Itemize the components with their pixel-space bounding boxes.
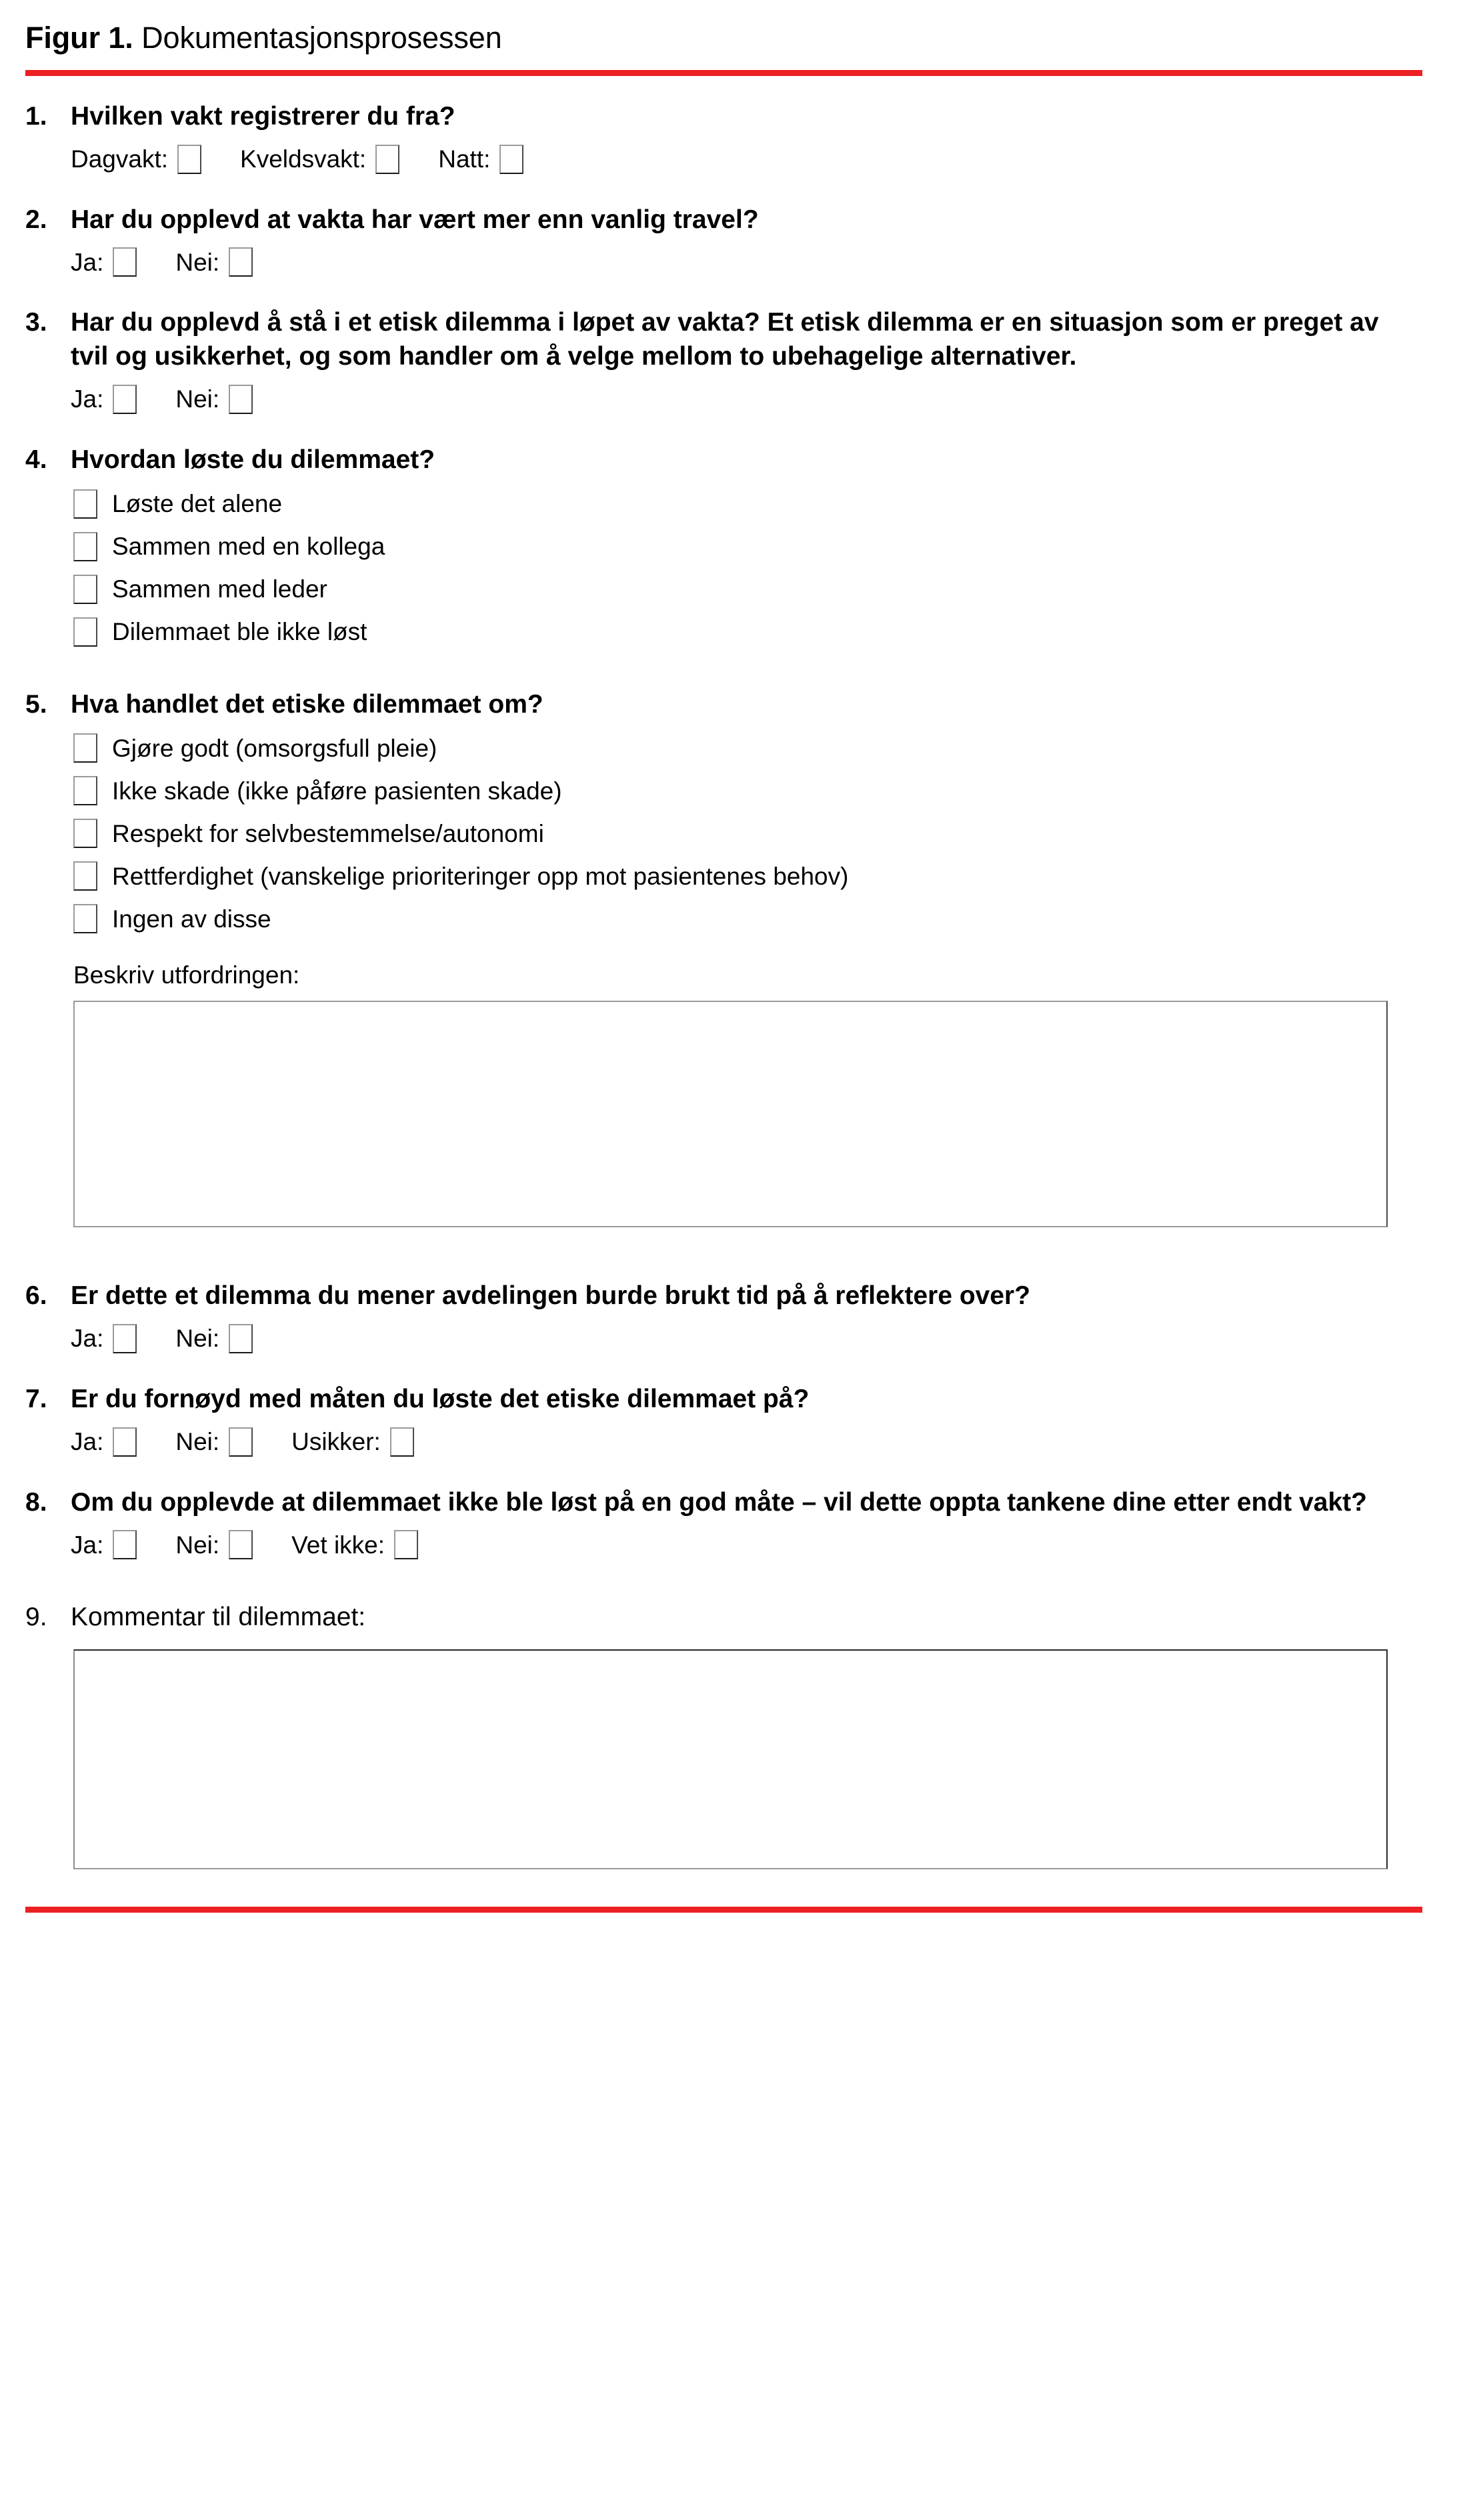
question-number-9: 9. <box>25 1603 47 1632</box>
checkbox-6-ja[interactable] <box>113 1324 137 1353</box>
question-number-7: 7. <box>25 1384 47 1413</box>
option-label-4-2: Sammen med en kollega <box>112 533 385 561</box>
bottom-red-rule <box>25 1907 1422 1913</box>
option-item[interactable] <box>73 861 1422 891</box>
spacer <box>0 1589 1457 1601</box>
answer-row-2 <box>25 247 1422 277</box>
question-block-3 <box>0 306 1457 413</box>
question-text-1: Hvilken vakt registrerer du fra? <box>71 102 455 131</box>
checkbox-4-sammen-med-en-kollega[interactable] <box>73 532 97 561</box>
answer-label-7-ja: Ja: <box>71 1428 104 1456</box>
question-number-1: 1. <box>25 102 47 131</box>
question-block-9 <box>0 1601 1457 1869</box>
checkbox-8-vet-ikke[interactable] <box>394 1530 418 1559</box>
option-label-5-4: Rettferdighet (vanskelige prioriteringer opp mot pasientenes behov) <box>112 862 849 890</box>
answer-option-6-nei[interactable] <box>175 1324 253 1353</box>
answer-option-7-usikker[interactable] <box>291 1427 414 1457</box>
answer-option-7-nei[interactable] <box>175 1427 253 1457</box>
spacer <box>0 676 1457 688</box>
question-text-4: Hvordan løste du dilemmaet? <box>71 445 435 474</box>
checkbox-5-rettferdighet[interactable] <box>73 861 97 891</box>
question-text-7: Er du fornøyd med måten du løste det etiske dilemmaet på? <box>71 1384 810 1413</box>
checkbox-5-gjore-godt[interactable] <box>73 733 97 763</box>
checkbox-3-nei[interactable] <box>229 385 253 414</box>
free-text-input-kommentar-til-dilemmaet[interactable] <box>73 1649 1388 1869</box>
answer-option-3-ja[interactable] <box>71 385 137 414</box>
checkbox-7-ja[interactable] <box>113 1427 137 1457</box>
answer-label-6-nei: Nei: <box>175 1325 220 1353</box>
figure-header <box>0 0 1457 55</box>
questions-list <box>0 76 1457 1869</box>
option-label-5-3: Respekt for selvbestemmelse/autonomi <box>112 819 544 847</box>
checkbox-5-respekt-autonomi[interactable] <box>73 819 97 848</box>
checkbox-5-ingen-av-disse[interactable] <box>73 904 97 933</box>
answer-label-2-nei: Nei: <box>175 248 220 276</box>
answer-label-7-nei: Nei: <box>175 1428 220 1456</box>
top-red-rule <box>25 70 1422 76</box>
checkbox-6-nei[interactable] <box>229 1324 253 1353</box>
answer-label-8-vet-ikke: Vet ikke: <box>291 1531 385 1559</box>
figure-caption: Dokumentasjonsprosessen <box>141 21 502 55</box>
answer-row-3 <box>25 385 1422 414</box>
question-block-1 <box>0 100 1457 174</box>
spacer <box>0 1257 1457 1279</box>
option-list-5 <box>25 733 1422 933</box>
option-item[interactable] <box>73 617 1422 647</box>
figure-title <box>25 20 1457 55</box>
question-block-2 <box>0 203 1457 277</box>
option-label-4-4: Dilemmaet ble ikke løst <box>112 618 367 646</box>
answer-label-2-ja: Ja: <box>71 248 104 276</box>
answer-label-kveldsvakt: Kveldsvakt: <box>240 145 367 173</box>
answer-option-2-nei[interactable] <box>175 247 253 277</box>
option-item[interactable] <box>73 489 1422 519</box>
checkbox-5-ikke-skade[interactable] <box>73 776 97 805</box>
question-block-8 <box>0 1486 1457 1560</box>
checkbox-4-loste-det-alene[interactable] <box>73 489 97 519</box>
free-text-input-beskriv-utfordringen[interactable] <box>73 1001 1388 1227</box>
question-text-2: Har du opplevd at vakta har vært mer enn vanlig travel? <box>71 205 759 234</box>
option-item[interactable] <box>73 575 1422 604</box>
checkbox-natt[interactable] <box>499 145 523 174</box>
answer-option-dagvakt[interactable] <box>71 145 201 174</box>
checkbox-4-sammen-med-leder[interactable] <box>73 575 97 604</box>
answer-option-kveldsvakt[interactable] <box>240 145 399 174</box>
answer-label-8-nei: Nei: <box>175 1531 220 1559</box>
figure-label: Figur 1. <box>25 21 133 55</box>
answer-label-3-nei: Nei: <box>175 385 220 413</box>
option-label-5-1: Gjøre godt (omsorgsfull pleie) <box>112 734 437 762</box>
answer-option-3-nei[interactable] <box>175 385 253 414</box>
option-item[interactable] <box>73 776 1422 805</box>
option-item[interactable] <box>73 819 1422 848</box>
question-heading-8 <box>25 1486 1422 1520</box>
answer-label-natt: Natt: <box>438 145 491 173</box>
question-block-5 <box>0 688 1457 1228</box>
question-heading-3 <box>25 306 1422 373</box>
question-number-2: 2. <box>25 205 47 234</box>
answer-option-natt[interactable] <box>438 145 523 174</box>
answer-row-7 <box>25 1427 1422 1457</box>
question-heading-1 <box>25 100 1422 134</box>
question-text-6: Er dette et dilemma du mener avdelingen burde brukt tid på å reflektere over? <box>71 1281 1031 1311</box>
answer-label-3-ja: Ja: <box>71 385 104 413</box>
question-heading-4 <box>25 443 1422 477</box>
question-text-3: Har du opplevd å stå i et etisk dilemma i løpet av vakta? Et etisk dilemma er en situasjon som er preget av tvil og usikkerhet, og som handler om å velge mellom to ubehagelige alternativer. <box>71 308 1379 371</box>
checkbox-7-usikker[interactable] <box>390 1427 414 1457</box>
option-list-4 <box>25 489 1422 647</box>
answer-option-8-vet-ikke[interactable] <box>291 1530 418 1559</box>
answer-label-dagvakt: Dagvakt: <box>71 145 169 173</box>
question-text-9: Kommentar til dilemmaet: <box>71 1603 366 1632</box>
answer-option-8-ja[interactable] <box>71 1530 137 1559</box>
question-text-8: Om du opplevde at dilemmaet ikke ble løst på en god måte – vil dette oppta tankene dine etter endt vakt? <box>71 1487 1367 1517</box>
option-item[interactable] <box>73 532 1422 561</box>
option-label-5-5: Ingen av disse <box>112 905 271 933</box>
question-heading-5 <box>25 688 1422 722</box>
question-heading-9 <box>25 1601 1422 1635</box>
checkbox-dagvakt[interactable] <box>177 145 201 174</box>
answer-row-6 <box>25 1324 1422 1353</box>
option-item[interactable] <box>73 904 1422 933</box>
question-heading-7 <box>25 1383 1422 1417</box>
checkbox-8-ja[interactable] <box>113 1530 137 1559</box>
checkbox-4-dilemmaet-ble-ikke-lost[interactable] <box>73 617 97 647</box>
option-label-4-1: Løste det alene <box>112 490 283 518</box>
question-number-6: 6. <box>25 1281 47 1311</box>
answer-option-8-nei[interactable] <box>175 1530 253 1559</box>
checkbox-2-ja[interactable] <box>113 247 137 277</box>
question-block-6 <box>0 1279 1457 1353</box>
answer-label-7-usikker: Usikker: <box>291 1428 381 1456</box>
question-heading-6 <box>25 1279 1422 1313</box>
option-label-5-2: Ikke skade (ikke påføre pasienten skade) <box>112 777 562 805</box>
answer-row-1 <box>25 145 1422 174</box>
question-block-7 <box>0 1383 1457 1457</box>
question-heading-2 <box>25 203 1422 237</box>
answer-option-6-ja[interactable] <box>71 1324 137 1353</box>
question-text-5: Hva handlet det etiske dilemmaet om? <box>71 689 543 719</box>
answer-row-8 <box>25 1530 1422 1559</box>
question-number-4: 4. <box>25 445 47 474</box>
checkbox-2-nei[interactable] <box>229 247 253 277</box>
checkbox-7-nei[interactable] <box>229 1427 253 1457</box>
question-number-3: 3. <box>25 308 47 337</box>
checkbox-8-nei[interactable] <box>229 1530 253 1559</box>
answer-option-7-ja[interactable] <box>71 1427 137 1457</box>
question-number-5: 5. <box>25 689 47 719</box>
answer-label-6-ja: Ja: <box>71 1325 104 1353</box>
checkbox-kveldsvakt[interactable] <box>375 145 399 174</box>
option-item[interactable] <box>73 733 1422 763</box>
question-number-8: 8. <box>25 1487 47 1517</box>
option-label-4-3: Sammen med leder <box>112 575 327 603</box>
question-block-4 <box>0 443 1457 647</box>
free-text-label-5: Beskriv utfordringen: <box>73 961 300 989</box>
answer-label-8-ja: Ja: <box>71 1531 104 1559</box>
answer-option-2-ja[interactable] <box>71 247 137 277</box>
checkbox-3-ja[interactable] <box>113 385 137 414</box>
